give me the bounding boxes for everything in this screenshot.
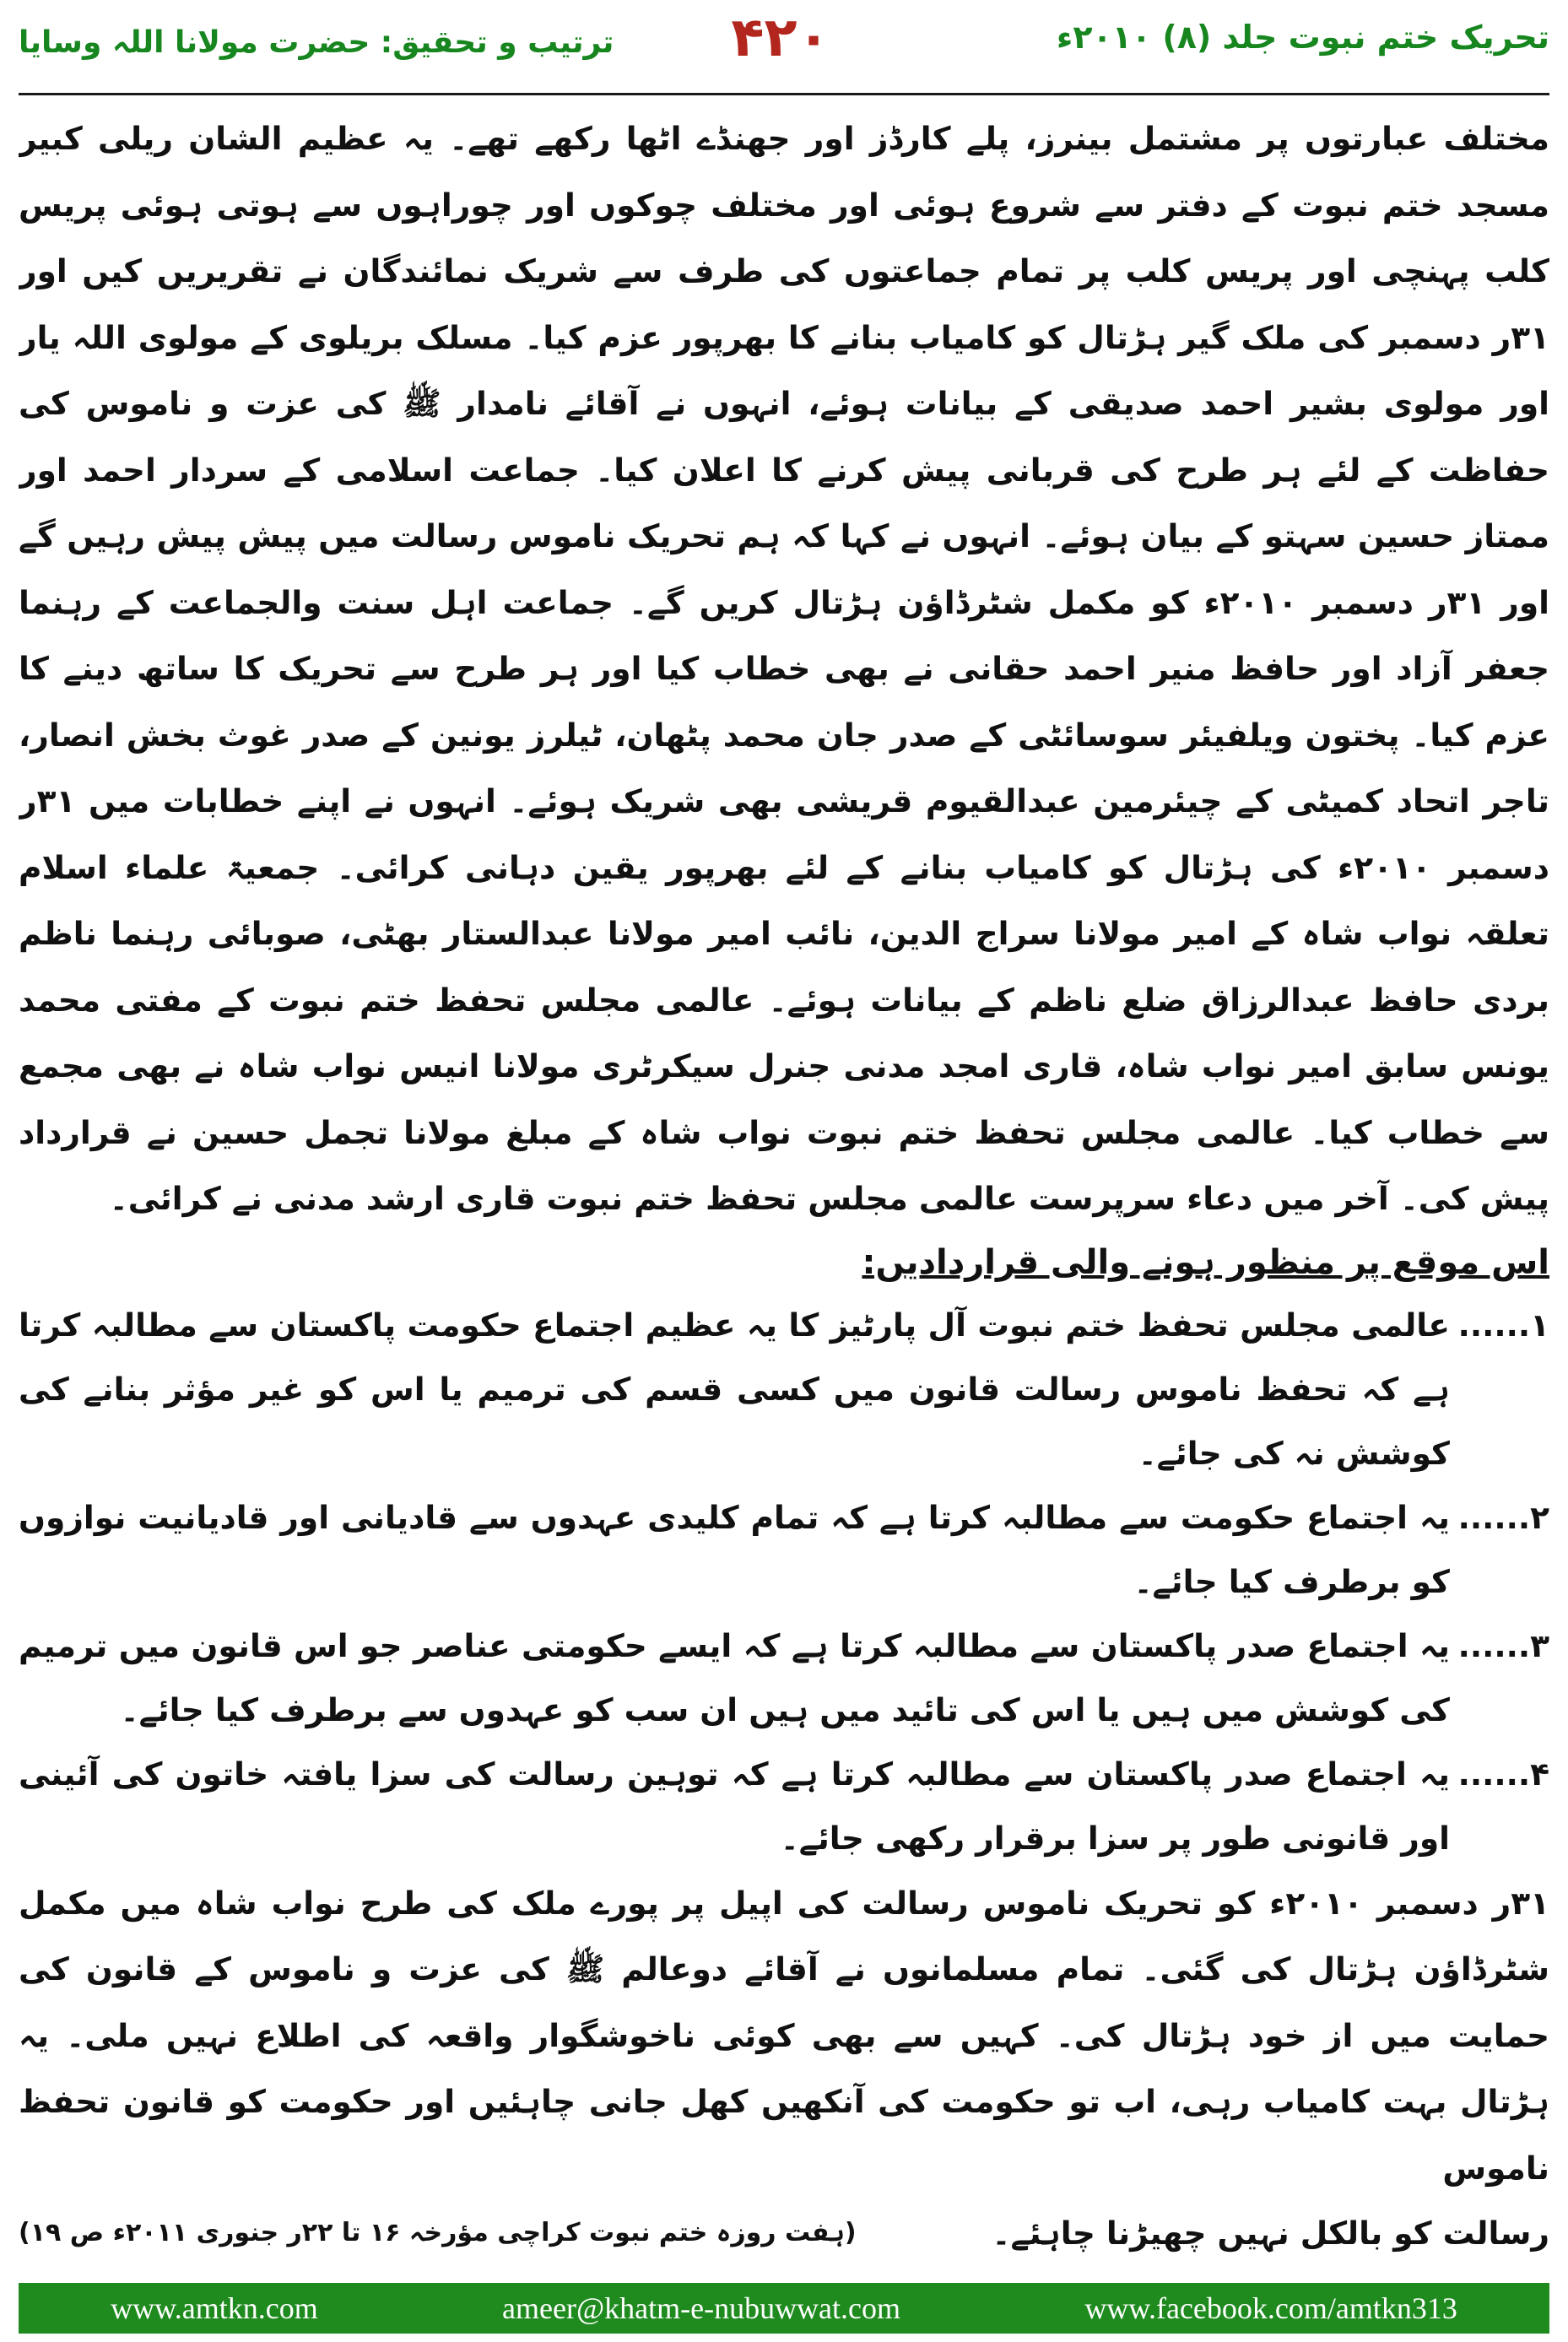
page-number: ۴۲۰ — [731, 7, 830, 69]
resolution-number: ۲...... — [1457, 1498, 1549, 1536]
resolution-item — [19, 1293, 1549, 1485]
resolution-text: یہ اجتماع صدر پاکستان سے مطالبہ کرتا ہے کہ توہین رسالت کی سزا یافتہ خاتون کی آئینی اور قانونی طور پر سزا برقرار رکھی جائے۔ — [19, 1755, 1450, 1857]
page-header — [0, 0, 1568, 93]
page-content — [19, 105, 1549, 2274]
resolution-item — [19, 1614, 1549, 1742]
resolution-number: ۳...... — [1457, 1626, 1549, 1664]
resolution-text: یہ اجتماع صدر پاکستان سے مطالبہ کرتا ہے کہ ایسے حکومتی عناصر جو اس قانون میں ترمیم کی کوشش میں ہیں یا اس کی تائید میں ہیں ان سب کو عہدوں سے برطرف کیا جائے۔ — [19, 1626, 1450, 1728]
closing-last-text: رسالت کو بالکل نہیں چھیڑنا چاہئے۔ — [992, 2215, 1549, 2252]
resolution-number: ۱...... — [1457, 1306, 1549, 1344]
resolution-number: ۴...... — [1457, 1755, 1549, 1793]
resolutions-heading: اس موقع پر منظور ہونے والی قراردادیں: — [862, 1242, 1549, 1282]
closing-last-line — [19, 2201, 1549, 2265]
resolution-item — [19, 1742, 1549, 1870]
compiler-credit: ترتیب و تحقیق: حضرت مولانا اللہ وسایا — [19, 25, 614, 60]
footer-facebook[interactable]: www.facebook.com/amtkn313 — [1084, 2291, 1457, 2325]
book-title: تحریک ختم نبوت جلد (۸) ۲۰۱۰ء — [1056, 19, 1549, 56]
resolution-text: عالمی مجلس تحفظ ختم نبوت آل پارٹیز کا یہ عظیم اجتماع حکومت پاکستان سے مطالبہ کرتا ہے کہ تحفظ ناموس رسالت قانون میں کسی قسم کی ترمیم یا اس کو غیر مؤثر بنانے کی کوشش نہ کی جائے۔ — [19, 1306, 1450, 1472]
resolution-text: یہ اجتماع حکومت سے مطالبہ کرتا ہے کہ تمام کلیدی عہدوں سے قادیانی اور قادیانیت نوازوں کو برطرف کیا جائے۔ — [19, 1498, 1450, 1600]
resolution-item — [19, 1485, 1549, 1614]
header-divider — [19, 93, 1549, 95]
footer-website[interactable]: www.amtkn.com — [111, 2291, 318, 2325]
page-footer — [19, 2283, 1549, 2334]
intro-paragraph: مختلف عبارتوں پر مشتمل بینرز، پلے کارڈز اور جھنڈے اٹھا رکھے تھے۔ یہ عظیم الشان ریلی کبیر مسجد ختم نبوت کے دفتر سے شروع ہوئی اور مختلف چوکوں اور چوراہوں سے ہوتی ہوئی پریس کلب پہنچی اور پریس کلب پر تمام جماعتوں کی طرف سے شریک نمائندگان نے تقریریں کیں اور ۳۱ر دسمبر کی ملک گیر ہڑتال کو کامیاب بنانے کا بھرپور عزم کیا۔ مسلک بریلوی کے مولوی اللہ یار اور مولوی بشیر احمد صدیقی کے بیانات ہوئے، انہوں نے آقائے نامدار ﷺ کی عزت و ناموس کی حفاظت کے لئے ہر طرح کی قربانی پیش کرنے کا اعلان کیا۔ جماعت اسلامی کے سردار احمد اور ممتاز حسین سہتو کے بیان ہوئے۔ انہوں نے کہا کہ ہم تحریک ناموس رسالت میں پیش پیش رہیں گے اور ۳۱ر دسمبر ۲۰۱۰ء کو مکمل شٹرڈاؤن ہڑتال کریں گے۔ جماعت اہل سنت والجماعت کے رہنما جعفر آزاد اور حافظ منیر احمد حقانی نے بھی خطاب کیا اور ہر طرح سے تحریک کا ساتھ دینے کا عزم کیا۔ پختون ویلفیئر سوسائٹی کے صدر جان محمد پٹھان، ٹیلرز یونین کے صدر غوث بخش انصار، تاجر اتحاد کمیٹی کے چیئرمین عبدالقیوم قریشی بھی شریک ہوئے۔ انہوں نے اپنے خطابات میں ۳۱ر دسمبر ۲۰۱۰ء کی ہڑتال کو کامیاب بنانے کے لئے بھرپور یقین دہانی کرائی۔ جمعیۃ علماء اسلام تعلقہ نواب شاہ کے امیر مولانا سراج الدین، نائب امیر مولانا عبدالستار بھٹی، صوبائی رہنما ناظم بردی حافظ عبدالرزاق ضلع ناظم کے بیانات ہوئے۔ عالمی مجلس تحفظ ختم نبوت کے مفتی محمد یونس سابق امیر نواب شاہ، قاری امجد مدنی جنرل سیکرٹری مولانا انیس نواب شاہ نے بھی مجمع سے خطاب کیا۔ عالمی مجلس تحفظ ختم نبوت نواب شاہ کے مبلغ مولانا تجمل حسین نے قرارداد پیش کی۔ آخر میں دعاء سرپرست عالمی مجلس تحفظ ختم نبوت قاری ارشد مدنی نے کرائی۔ — [19, 120, 1549, 1217]
closing-paragraph: ۳۱ر دسمبر ۲۰۱۰ء کو تحریک ناموس رسالت کی اپیل پر پورے ملک کی طرح نواب شاہ میں مکمل شٹرڈاؤن ہڑتال کی گئی۔ تمام مسلمانوں نے آقائے دوعالم ﷺ کی عزت و ناموس کے قانون کی حمایت میں از خود ہڑتال کی۔ کہیں سے بھی کوئی ناخوشگوار واقعہ کی اطلاع نہیں ملی۔ یہ ہڑتال بہت کامیاب رہی، اب تو حکومت کی آنکھیں کھل جانی چاہئیں اور حکومت کو قانون تحفظ ناموس — [19, 1884, 1549, 2187]
footer-email[interactable]: ameer@khatm-e-nubuwwat.com — [502, 2291, 901, 2325]
source-citation: (ہفت روزہ ختم نبوت کراچی مؤرخہ ۱۶ تا ۲۲ر جنوری ۲۰۱۱ء ص ۱۹) — [19, 2218, 857, 2247]
section-heading — [19, 2270, 1549, 2274]
